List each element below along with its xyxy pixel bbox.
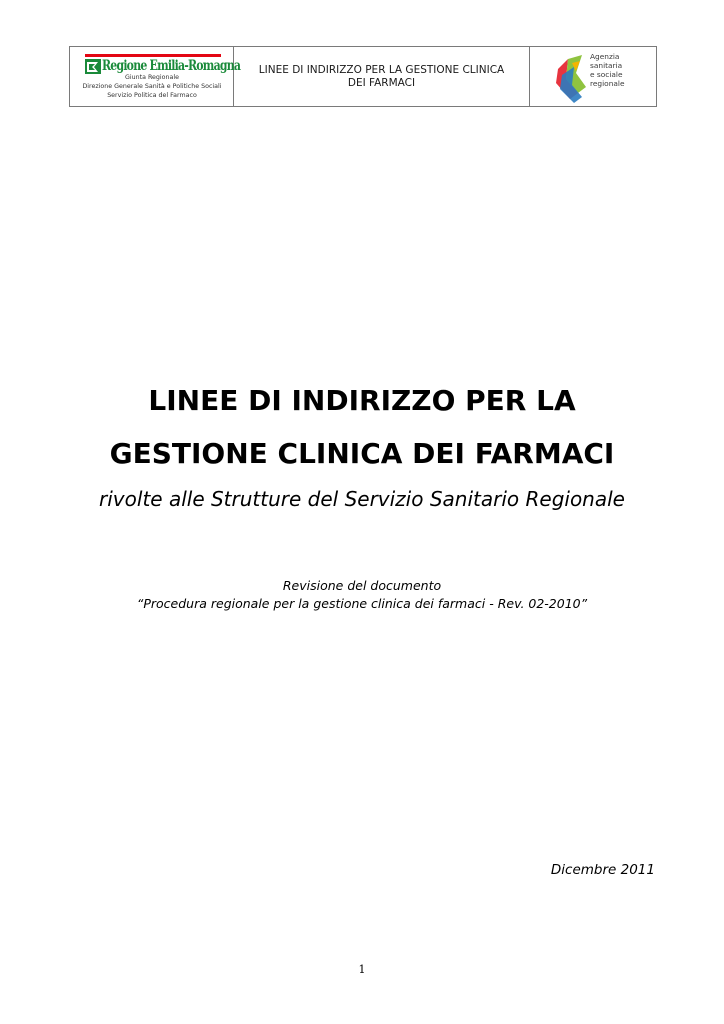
rer-line-servizio: Servizio Politica del Farmaco	[107, 92, 197, 99]
agency-name	[590, 52, 625, 88]
rer-line-direzione: Direzione Generale Sanità e Politiche Sociali	[82, 83, 222, 90]
agency-line-2: sanitaria	[590, 61, 623, 70]
document-title-line-1: LINEE DI INDIRIZZO PER LA	[148, 384, 576, 417]
header-title-line-1: LINEE DI INDIRIZZO PER LA GESTIONE CLINICA	[258, 63, 505, 76]
page-number: 1	[358, 963, 366, 976]
header-agency-cell	[530, 47, 656, 106]
document-subtitle: rivolte alle Strutture del Servizio Sanitario Regionale	[99, 487, 625, 511]
header-logo-cell	[70, 47, 241, 106]
agency-line-3: e sociale	[590, 70, 623, 79]
agency-line-1: Agenzia	[590, 52, 620, 61]
rer-logo-name: Regione Emilia-Romagna	[102, 58, 241, 74]
header-title	[259, 64, 504, 90]
document-header	[69, 46, 657, 107]
agency-line-4: regionale	[590, 79, 625, 88]
rer-emblem-icon	[85, 59, 101, 74]
revision-document-name: “Procedura regionale per la gestione clinica dei farmaci - Rev. 02-2010”	[136, 596, 588, 611]
header-title-line-2: DEI FARMACI	[347, 76, 416, 89]
document-title-line-2: GESTIONE CLINICA DEI FARMACI	[109, 437, 615, 470]
revision-label: Revisione del documento	[282, 578, 442, 593]
agency-logo-icon	[552, 49, 592, 105]
document-date: Dicembre 2011	[550, 862, 655, 878]
rer-line-giunta: Giunta Regionale	[125, 74, 179, 81]
header-title-cell	[234, 47, 530, 106]
